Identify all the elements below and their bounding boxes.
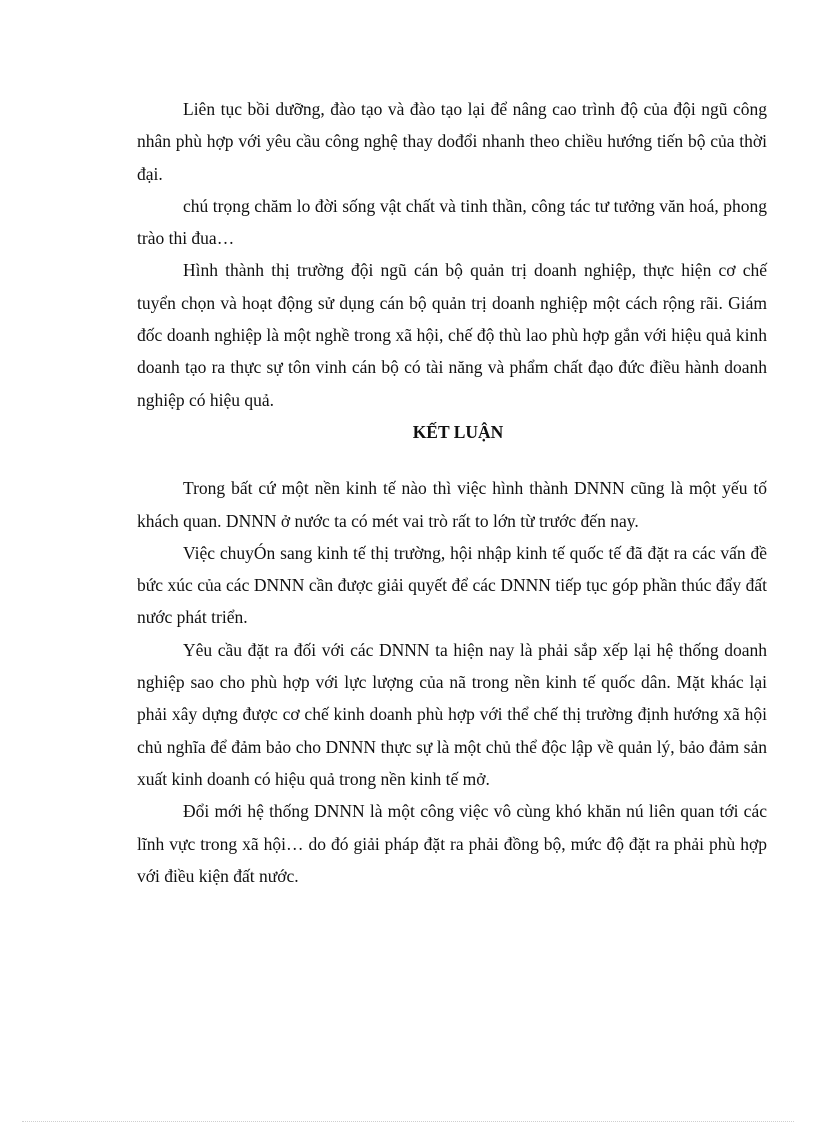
- paragraph-management-market: Hình thành thị trường đội ngũ cán bộ quản trị doanh nghiệp, thực hiện cơ chế tuyển chọn và hoạt động sử dụng cán bộ quản trị doanh nghiệp một cách rộng rãi. Giám đốc doanh nghiệp là một nghề trong xã hội, chế độ thù lao phù hợp gắn với hiệu quả kinh doanh tạo ra thực sự tôn vinh cán bộ có tài năng và phẩm chất đạo đức điều hành doanh nghiệp có hiệu quả.: [137, 260, 767, 410]
- paragraph-conclusion-2: Việc chuyÓn sang kinh tế thị trường, hội nhập kinh tế quốc tế đã đặt ra các vấn đề bức xúc của các DNNN cần được giải quyết để các DNNN tiếp tục góp phần thúc đẩy đất nước phát triển.: [137, 542, 767, 628]
- paragraph-living-standards: chú trọng chăm lo đời sống vật chất và tinh thần, công tác tư tưởng văn hoá, phong trào thi đua…: [137, 195, 767, 249]
- paragraph-conclusion-4: Đổi mới hệ thống DNNN là một công việc vô cùng khó khăn nú liên quan tới các lĩnh vực trong xã hội… do đó giải pháp đặt ra phải đồng bộ, mức độ đặt ra phải phù hợp với điều kiện đất nước.: [137, 801, 767, 886]
- section-heading-conclusion: KẾT LUẬN: [412, 421, 504, 442]
- paragraph-retraining: Liên tục bồi dưỡng, đào tạo và đào tạo lại để nâng cao trình độ của đội ngũ công nhân phù hợp với yêu cầu công nghệ thay dođổi nhanh theo chiều hướng tiến bộ của thời đại.: [137, 99, 767, 184]
- paragraph-conclusion-1: Trong bất cứ một nền kinh tế nào thì việc hình thành DNNN cũng là một yếu tố khách quan. DNNN ở nước ta có mét vai trò rất to lớn từ trước đến nay.: [137, 478, 767, 531]
- paragraph-conclusion-3: Yêu cầu đặt ra đối với các DNNN ta hiện nay là phải sắp xếp lại hệ thống doanh nghiệp sao cho phù hợp với lực lượng của nã trong nền kinh tế quốc dân. Mặt khác lại phải xây dựng được cơ chế kinh doanh phù hợp với thể chế thị trường định hướng xã hội chủ nghĩa để đảm bảo cho DNNN thực sự là một chủ thể độc lập về quản lý, bảo đảm sản xuất kinh doanh có hiệu quả trong nền kinh tế mở.: [137, 639, 767, 789]
- page-bottom-divider: [22, 1121, 794, 1122]
- document-body: [137, 93, 767, 892]
